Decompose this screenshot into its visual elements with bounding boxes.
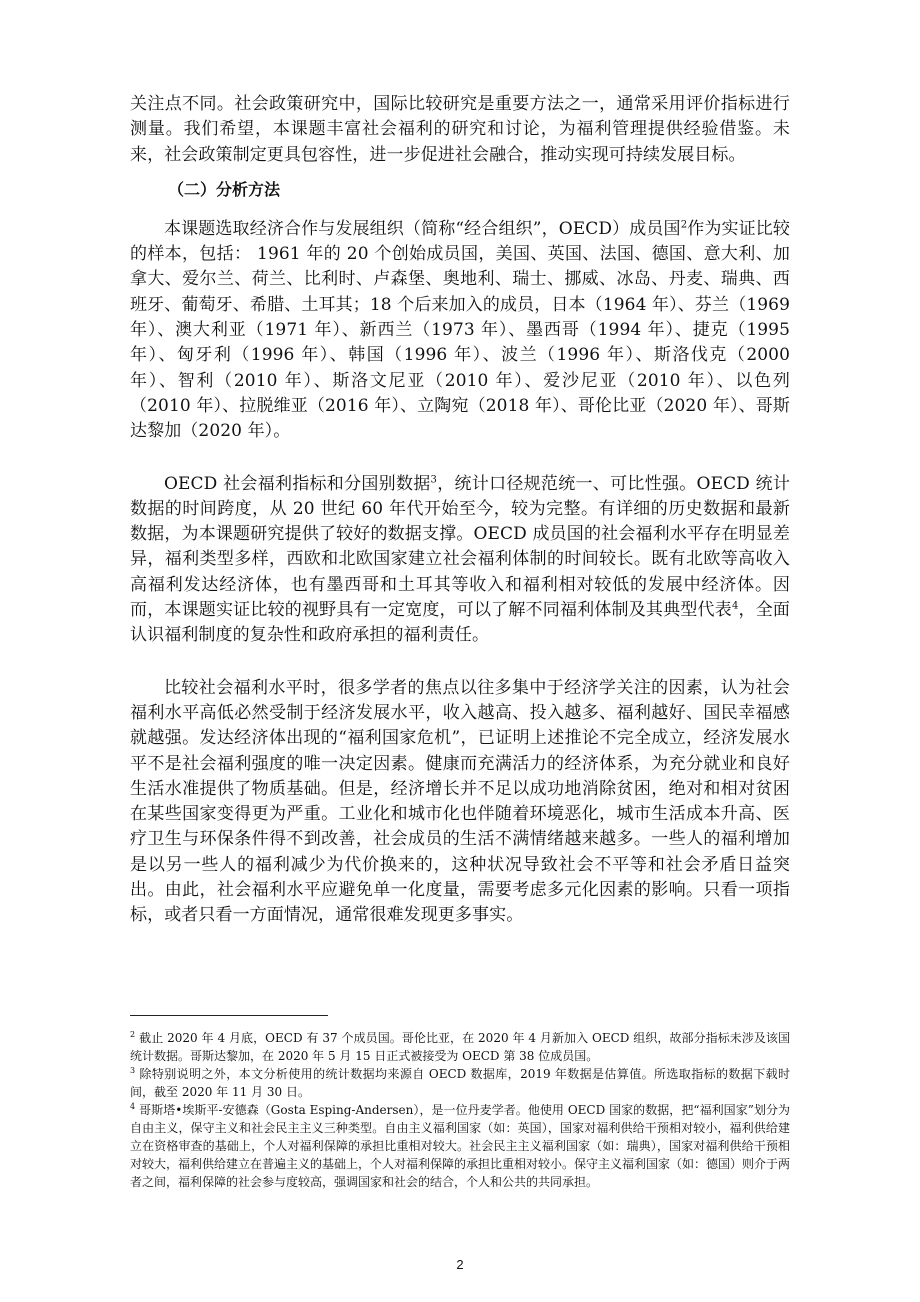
footnote-text: 截止 2020 年 4 月底，OECD 有 37 个成员国。哥伦比亚，在 2020 年 4 月新加入 OECD 组织，故部分指标未涉及该国统计数据。哥斯达黎加，在 2020 年 5 月 15 日正式被接受为 OECD 第 38 位成员国。 (130, 1031, 790, 1063)
footnote-marker: 2 (130, 1030, 136, 1039)
paragraph-oecd-data (130, 472, 790, 649)
footnote-3 (130, 1065, 790, 1101)
footnotes (130, 1029, 790, 1191)
footnote-marker: 3 (130, 1066, 136, 1075)
intro-paragraph: 关注点不同。社会政策研究中，国际比较研究是重要方法之一，通常采用评价指标进行测量。我们希望，本课题丰富社会福利的研究和讨论，为福利管理提供经验借鉴。未来，社会政策制定更具包容性，进一步促进社会融合，推动实现可持续发展目标。 (130, 94, 790, 165)
paragraph-text: OECD 社会福利指标和分国别数据 (164, 473, 431, 494)
footnote-2 (130, 1029, 790, 1065)
footnote-4 (130, 1101, 790, 1191)
paragraph-sample-countries (130, 217, 790, 445)
footnote-ref-3[interactable]: 3 (430, 473, 438, 485)
footnote-marker: 4 (130, 1102, 136, 1111)
footnote-text: 除特别说明之外，本文分析使用的统计数据均来源自 OECD 数据库，2019 年数据是估算值。所选取指标的数据下载时间，截至 2020 年 11 月 30 日。 (130, 1067, 790, 1099)
footnote-text: 哥斯塔•埃斯平-安德森（Gosta Esping-Andersen），是一位丹麦学者。他使用 OECD 国家的数据，把“福利国家”划分为自由主义，保守主义和社会民主主义三种类型。自由主义福利国家（如：英国），国家对福利供给干预相对较小，福利供给建立在资格审查的基础上，个人对福利保障的承担比重相对较大。社会民主主义福利国家（如：瑞典），国家对福利供给干预相对较大，福利供给建立在普遍主义的基础上，个人对福利保障的承担比重相对较小。保守主义福利国家（如：德国）则介于两者之间，福利保障的社会参与度较高，强调国家和社会的结合，个人和公共的共同承担。 (130, 1103, 791, 1189)
paragraph-text: 作为实证比较的样本，包括： 1961 年的 20 个创始成员国，美国、英国、法国、德国、意大利、加拿大、爱尔兰、荷兰、比利时、卢森堡、奥地利、瑞士、挪威、冰岛、丹麦、瑞典、西班牙、葡萄牙、希腊、土耳其；18 个后来加入的成员，日本（1964 年）、芬兰（1969 年）、澳大利亚（1971 年）、新西兰（1973 年）、墨西哥（1994 年）、捷克（1995 年）、匈牙利（1996 年）、韩国（1996 年）、波兰（1996 年）、斯洛伐克（2000 年）、智利（2010 年）、斯洛文尼亚（2010 年）、爱沙尼亚（2010 年）、以色列（2010 年）、拉脱维亚（2016 年）、立陶宛（2018 年）、哥伦比亚（2020 年）、哥斯达黎加（2020 年）。 (130, 218, 790, 442)
document-page (130, 92, 790, 929)
footnote-divider (130, 1015, 328, 1016)
paragraph-text: ，全面认识福利制度的复杂性和政府承担的福利责任。 (130, 600, 790, 646)
paragraph-welfare-comparison: 比较社会福利水平时，很多学者的焦点以往多集中于经济学关注的因素，认为社会福利水平高低必然受制于经济发展水平，收入越高、投入越多、福利越好、国民幸福感就越强。发达经济体出现的“福利国家危机”，已证明上述推论不完全成立，经济发展水平不是社会福利强度的唯一决定因素。健康而充满活力的经济体系，为充分就业和良好生活水准提供了物质基础。但是，经济增长并不足以成功地消除贫困，绝对和相对贫困在某些国家变得更为严重。工业化和城市化也伴随着环境恶化，城市生活成本升高、医疗卫生与环保条件得不到改善，社会成员的生活不满情绪越来越多。一些人的福利增加是以另一些人的福利减少为代价换来的，这种状况导致社会不平等和社会矛盾日益突出。由此，社会福利水平应避免单一化度量，需要考虑多元化因素的影响。只看一项指标，或者只看一方面情况，通常很难发现更多事实。 (130, 677, 790, 926)
footnote-ref-2[interactable]: 2 (680, 219, 688, 231)
paragraph-text: ，统计口径规范统一、可比性强。OECD 统计数据的时间跨度，从 20 世纪 60 年代开始至今，较为完整。有详细的历史数据和最新数据，为本课题研究提供了较好的数据支撑。OECD 成员国的社会福利水平存在明显差异，福利类型多样，西欧和北欧国家建立社会福利体制的时间较长。既有北欧等高收入高福利发达经济体，也有墨西哥和土耳其等收入和福利相对较低的发展中经济体。因而，本课题实证比较的视野具有一定宽度，可以了解不同福利体制及其典型代表 (130, 473, 790, 621)
section-heading: （二）分析方法 (168, 179, 281, 199)
footnote-ref-4[interactable]: 4 (731, 600, 739, 612)
page-number: 2 (456, 1257, 464, 1272)
paragraph-text: 本课题选取经济合作与发展组织（简称“经合组织”，OECD）成员国 (164, 218, 681, 239)
